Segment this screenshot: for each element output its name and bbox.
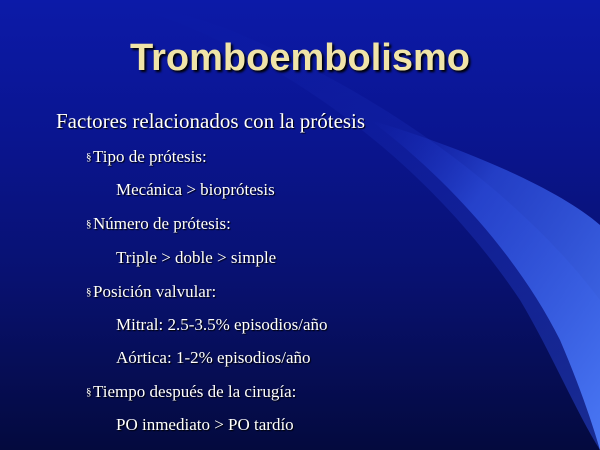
detail-line: Triple > doble > simple	[116, 248, 277, 267]
detail-line: PO inmediato > PO tardío	[116, 415, 294, 434]
bullet-marker-icon: §	[86, 151, 92, 163]
detail-line: Aórtica: 1-2% episodios/año	[116, 348, 311, 367]
bullet-label: Número de prótesis:	[93, 214, 231, 233]
bullet-label: Tiempo después de la cirugía:	[93, 382, 297, 401]
detail-line: Mitral: 2.5-3.5% episodios/año	[116, 315, 328, 334]
bullet-item-tipo	[86, 146, 207, 168]
slide-title: Tromboembolismo	[130, 37, 470, 79]
detail-line: Mecánica > bioprótesis	[116, 180, 275, 199]
bullet-label: Tipo de prótesis:	[93, 147, 207, 166]
slide-heading: Factores relacionados con la prótesis	[56, 109, 366, 133]
bullet-item-numero	[86, 213, 231, 235]
bullet-item-posicion	[86, 281, 216, 303]
swoosh-bright-band	[370, 120, 600, 450]
bullet-marker-icon: §	[86, 386, 92, 398]
bullet-marker-icon: §	[86, 286, 92, 298]
bullet-label: Posición valvular:	[93, 282, 217, 301]
bullet-marker-icon: §	[86, 218, 92, 230]
bullet-item-tiempo	[86, 381, 296, 403]
